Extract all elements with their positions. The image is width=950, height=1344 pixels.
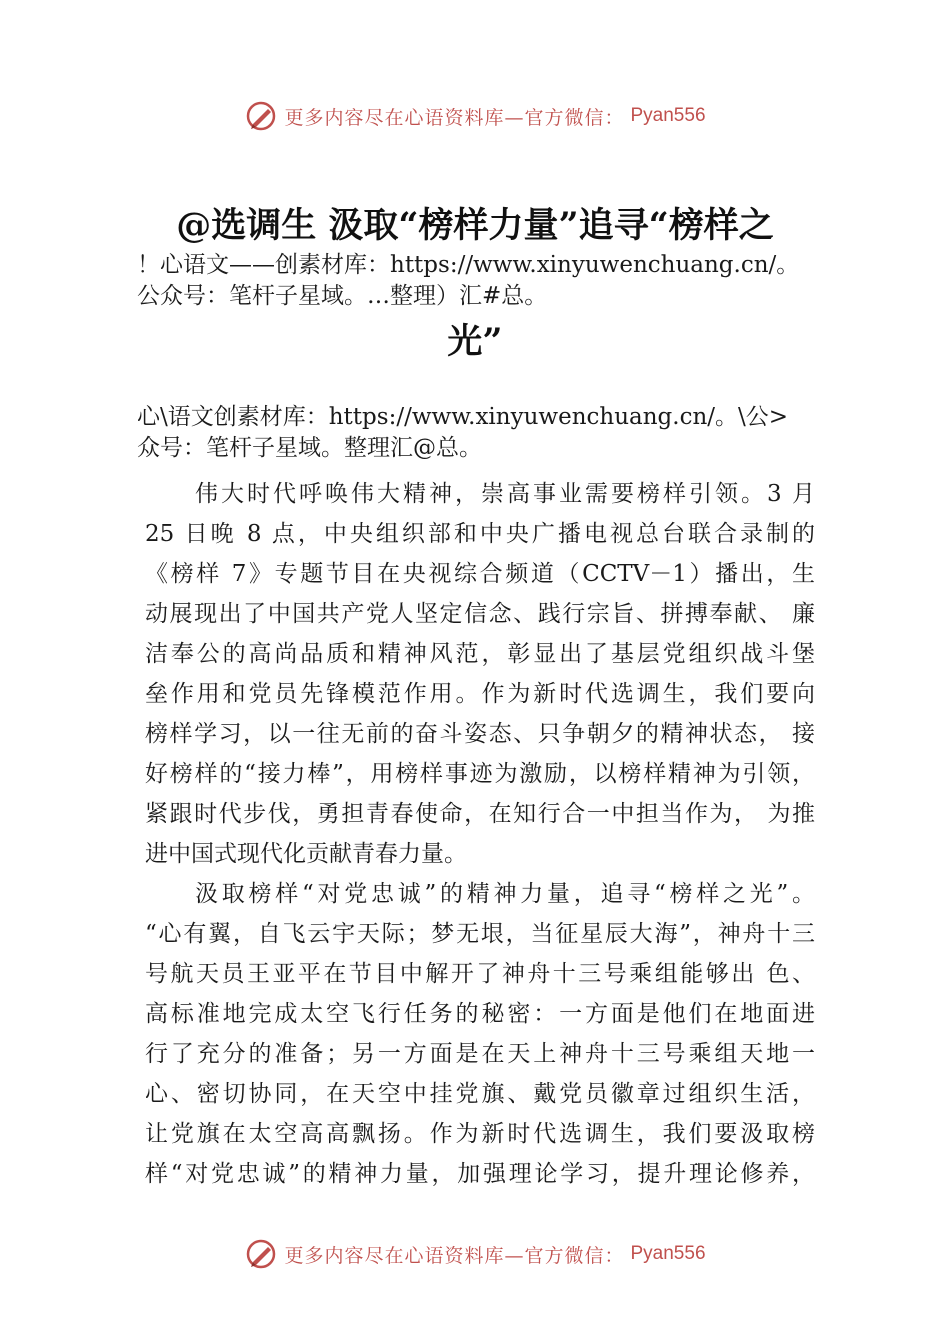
body-line: 心、密切协同，在天空中挂党旗、戴党员徽章过组织生活，	[145, 1081, 815, 1107]
body-line: 进中国式现代化贡献青春力量。	[145, 841, 467, 867]
banner-text: 更多内容尽在心语资料库—官方微信：	[284, 1244, 625, 1267]
watermark-2-line2: 众号：笔杆子星域。整理汇@总。	[137, 435, 482, 461]
document-title-line2: 光”	[447, 321, 503, 362]
body-line: 25 日晚 8 点，中央组织部和中央广播电视总台联合录制的	[145, 521, 815, 547]
body-line: 洁奉公的高尚品质和精神风范，彰显出了基层党组织战斗堡	[145, 641, 815, 667]
watermark-2-line1: 心\语文创素材库：https://www.xinyuwenchuang.cn/。\公>	[137, 404, 789, 430]
watermark-1-line1: ！心语文——创素材库：https://www.xinyuwenchuang.cn/。	[137, 252, 800, 278]
body-line: 让党旗在太空高高飘扬。作为新时代选调生，我们要汲取榜	[145, 1121, 815, 1147]
body-line: 榜样学习，以一往无前的奋斗姿态、只争朝夕的精神状态， 接	[145, 721, 815, 747]
body-line: 《榜样 7》专题节目在央视综合频道（CCTV－1）播出，生	[145, 561, 815, 587]
banner-text: 更多内容尽在心语资料库—官方微信：	[284, 106, 625, 129]
body-line: 紧跟时代步伐，勇担青春使命，在知行合一中担当作为， 为推	[145, 801, 815, 827]
body-line: 伟大时代呼唤伟大精神，崇高事业需要榜样引领。3 月	[195, 481, 815, 507]
header-banner	[0, 94, 950, 138]
banner-wechat-id: Pyan556	[630, 105, 706, 126]
document-title-line1: @选调生 汲取“榜样力量”追寻“榜样之	[176, 205, 774, 246]
body-line: 好榜样的“接力棒”，用榜样事迹为激励，以榜样精神为引领，	[145, 761, 815, 787]
body-line: 动展现出了中国共产党人坚定信念、践行宗旨、拼搏奉献、 廉	[145, 601, 815, 627]
pen-logo-icon	[244, 99, 278, 133]
body-line: 垒作用和党员先锋模范作用。作为新时代选调生，我们要向	[145, 681, 815, 707]
footer-banner	[0, 1232, 950, 1276]
banner-wechat-id: Pyan556	[630, 1243, 706, 1264]
body-line: 号航天员王亚平在节目中解开了神舟十三号乘组能够出 色、	[145, 961, 815, 987]
document-body	[145, 474, 815, 1194]
body-line: 样“对党忠诚”的精神力量，加强理论学习，提升理论修养，	[145, 1161, 815, 1187]
pen-logo-icon	[244, 1237, 278, 1271]
body-line: 行了充分的准备；另一方面是在天上神舟十三号乘组天地一	[145, 1041, 815, 1067]
body-line: 高标准地完成太空飞行任务的秘密：一方面是他们在地面进	[145, 1001, 815, 1027]
watermark-1-line2: 公众号：笔杆子星域。…整理）汇#总。	[137, 283, 548, 309]
body-line: 汲取榜样“对党忠诚”的精神力量，追寻“榜样之光”。	[195, 881, 815, 907]
body-line: “心有翼，自飞云宇天际；梦无垠，当征星辰大海”，神舟十三	[145, 921, 815, 947]
